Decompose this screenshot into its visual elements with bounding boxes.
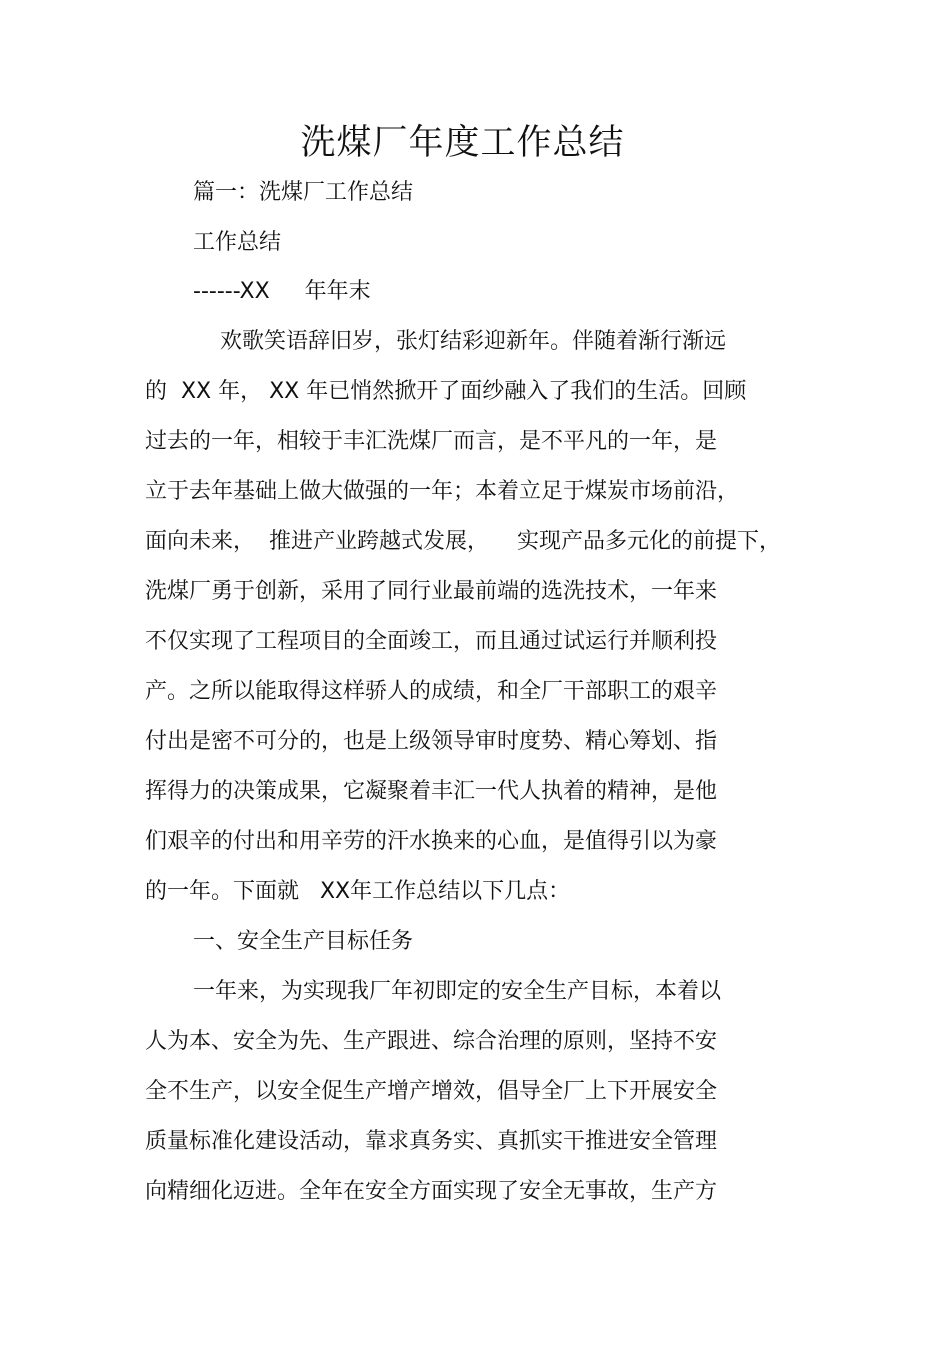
paragraph-line: 欢歌笑语辞旧岁，张灯结彩迎新年。伴随着渐行渐远	[220, 329, 727, 354]
paragraph-line: 面向未来， 推进产业跨越式发展， 实现产品多元化的前提下，	[145, 529, 781, 554]
section-heading-safety: 一、安全生产目标任务	[193, 929, 414, 954]
paragraph-line: 付出是密不可分的，也是上级领导审时度势、精心筹划、指	[145, 729, 718, 754]
paragraph-line: 的一年。下面就 XX年工作总结以下几点：	[145, 879, 571, 904]
paragraph-line: 们艰辛的付出和用辛劳的汗水换来的心血，是值得引以为豪	[145, 829, 718, 854]
paragraph-line: 过去的一年，相较于丰汇洗煤厂而言，是不平凡的一年，是	[145, 429, 718, 454]
document-title: 洗煤厂年度工作总结	[300, 123, 625, 163]
paragraph-line: 人为本、安全为先、生产跟进、综合治理的原则，坚持不安	[145, 1029, 718, 1054]
paragraph-line: 产。之所以能取得这样骄人的成绩，和全厂干部职工的艰辛	[145, 679, 718, 704]
paragraph-line: 向精细化迈进。全年在安全方面实现了安全无事故，生产方	[145, 1179, 718, 1204]
paragraph-line: 立于去年基础上做大做强的一年；本着立足于煤炭市场前沿，	[145, 479, 740, 504]
paragraph-line: 的 XX 年， XX 年已悄然掀开了面纱融入了我们的生活。回顾	[145, 379, 747, 404]
paragraph-line: 不仅实现了工程项目的全面竣工，而且通过试运行并顺利投	[145, 629, 718, 654]
paragraph-line: 质量标准化建设活动，靠求真务实、真抓实干推进安全管理	[145, 1129, 718, 1154]
section-heading: 篇一：洗煤厂工作总结	[193, 180, 414, 205]
date-line: ------XX 年年末	[193, 279, 371, 304]
paragraph-line: 全不生产，以安全促生产增产增效，倡导全厂上下开展安全	[145, 1079, 718, 1104]
paragraph-line: 洗煤厂勇于创新，采用了同行业最前端的选洗技术，一年来	[145, 579, 718, 604]
paragraph-line: 挥得力的决策成果，它凝聚着丰汇一代人执着的精神，是他	[145, 779, 718, 804]
subheading: 工作总结	[193, 230, 282, 255]
paragraph-line: 一年来，为实现我厂年初即定的安全生产目标，本着以	[193, 979, 722, 1004]
